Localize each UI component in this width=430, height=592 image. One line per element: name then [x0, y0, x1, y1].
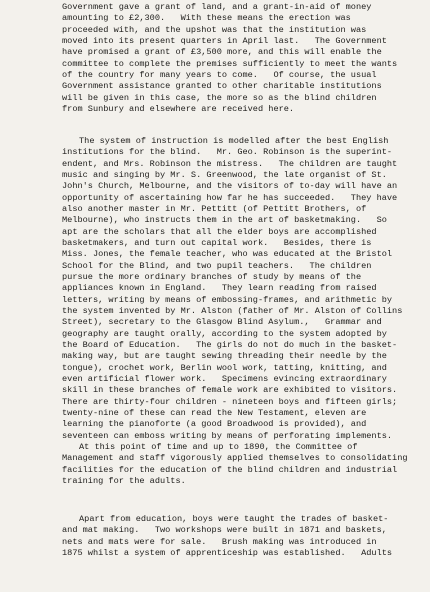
text-line: making way, but are taught sewing threading their needle by the — [62, 351, 387, 362]
text-line: and mat making. Two workshops were built in 1871 and baskets, — [62, 525, 387, 536]
text-line: School for the Blind, and two pupil teachers. The children — [62, 260, 372, 271]
text-line: proceeded with, and the upshot was that the institution was — [62, 24, 367, 35]
text-line: Melbourne), who instructs them in the art of basketmaking. So — [62, 215, 387, 226]
text-line: John's Church, Melbourne, and the visitors of to-day will have an — [62, 181, 398, 192]
text-line: also another master in Mr. Pettitt (of Pettitt Brothers, of — [62, 203, 367, 214]
text-line: learning the pianoforte (a good Broadwood is provided), and — [62, 419, 367, 430]
text-line: Government assistance granted to other charitable institutions — [62, 81, 382, 92]
text-line: 1875 whilst a system of apprenticeship was established. Adults — [62, 547, 393, 558]
text-line: Management and staff vigorously applied themselves to consolidating — [62, 453, 408, 464]
text-line: seventeen can emboss writing by means of perforating implements. — [62, 430, 393, 441]
text-line: Miss. Jones, the female teacher, who was educated at the Bristol — [62, 249, 393, 260]
text-line: At this point of time and up to 1890, the Committee of — [79, 442, 358, 452]
text-line: committee to complete the premises sufficiently to meet the wants — [62, 58, 398, 69]
text-line: Street), secretary to the Glasgow Blind Asylum., Grammar and — [62, 317, 382, 328]
text-line: apt are the scholars that all the elder boys are accomplished — [62, 226, 377, 237]
text-line: training for the adults. — [62, 475, 186, 486]
text-line: tongue), crochet work, Berlin wool work, tatting, knitting, and — [62, 362, 387, 373]
text-line: Government gave a grant of land, and a grant-in-aid of money — [62, 2, 372, 12]
text-line: geography are taught orally, according to the system adopted by — [62, 328, 387, 339]
text-line: opportunity of ascertaining how far he has succeeded. They have — [62, 192, 398, 203]
text-line: skill in these branches of female work are exhibited to visitors. — [62, 385, 398, 396]
text-line: facilities for the education of the blind children and industrial — [62, 464, 398, 475]
text-line: The system of instruction is modelled after the best English — [79, 136, 389, 146]
text-line: twenty-nine of these can read the New Testament, eleven are — [62, 407, 367, 418]
text-line: institutions for the blind. Mr. Geo. Robinson is the superint- — [62, 147, 393, 158]
text-line: letters, writing by means of embossing-frames, and arithmetic by — [62, 294, 393, 305]
text-line: amounting to £2,300. With these means the erection was — [62, 13, 351, 24]
text-line: have promised a grant of £3,500 more, and this will enable the — [62, 47, 382, 58]
text-line: the system invented by Mr. Alston (father of Mr. Alston of Collins — [62, 305, 403, 316]
text-line: endent, and Mrs. Robinson the mistress. The children are taught — [62, 158, 398, 169]
text-line: will be given in this case, the more so as the blind children — [62, 92, 377, 103]
text-line: from Sunbury and elsewhere are received here. — [62, 103, 295, 114]
text-line: Apart from education, boys were taught the trades of basket- — [79, 514, 389, 524]
text-line: the Board of Education. The girls do not do much in the basket- — [62, 339, 398, 350]
text-line: nets and mats were for sale. Brush making was introduced in — [62, 536, 377, 547]
text-line: There are thirty-four children - nineteen boys and fifteen girls; — [62, 396, 398, 407]
text-line: pursue the more ordinary branches of study by means of the — [62, 271, 362, 282]
text-line: basketmakers, and turn out capital work. Besides, there is — [62, 237, 372, 248]
text-line: even artificial flower work. Specimens evincing extraordinary — [62, 373, 387, 384]
text-line: appliances known in England. They learn reading from raised — [62, 283, 377, 294]
text-line: moved into its present quarters in April last. The Government — [62, 35, 387, 46]
text-line: of the country for many years to come. Of course, the usual — [62, 69, 377, 80]
text-line: music and singing by Mr. S. Greenwood, the late organist of St. — [62, 169, 387, 180]
